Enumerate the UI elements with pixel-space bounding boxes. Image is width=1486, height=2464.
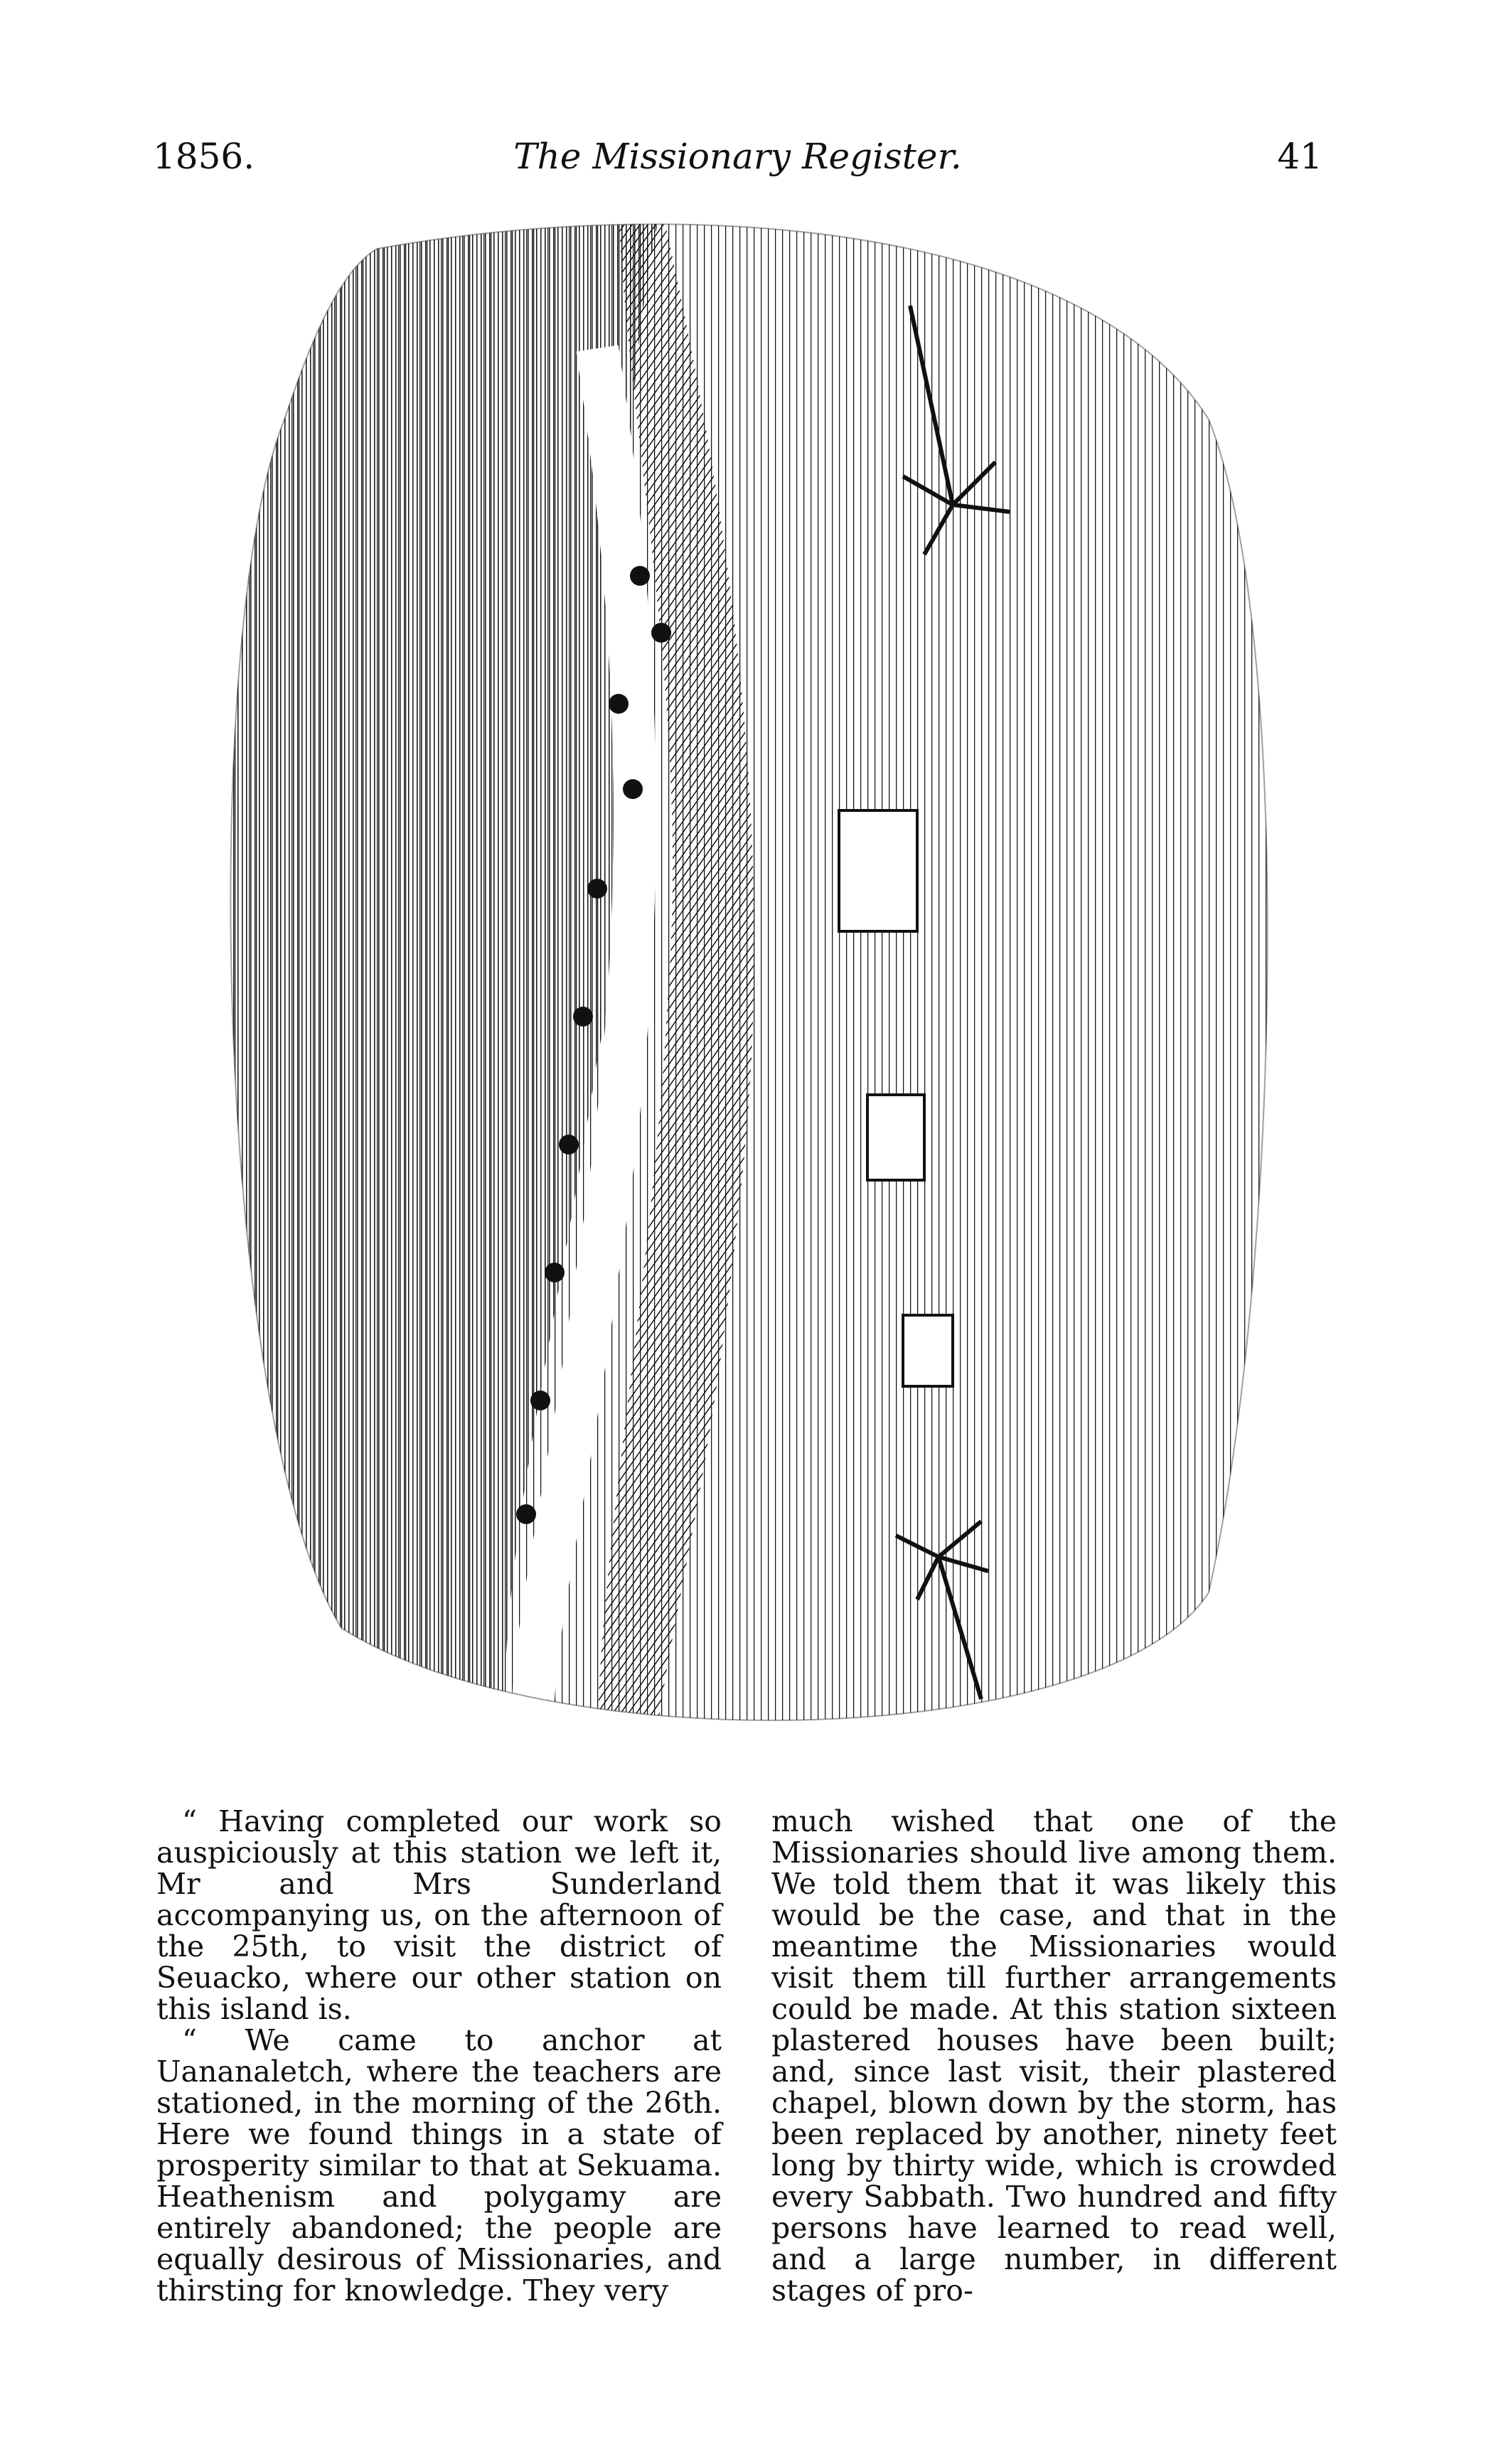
header-year: 1856. xyxy=(153,136,255,177)
engraving-landscape-icon xyxy=(199,206,1280,1756)
left-paragraph-1: “ Having completed our work so auspiciously at this station we left it, Mr and Mrs Sunderland accompanying us, on the afternoon of the 25th, to visit the district of Seuacko, where our other station on this island is. xyxy=(156,1804,722,2026)
right-column xyxy=(771,1806,1337,2306)
left-paragraph-2: “ We came to anchor at Uananaletch, where the teachers are stationed, in the morning of the 26th. Here we found things in a state of prosperity similar to that at Sekuama. Heathenism and polygamy are entirely abandoned; the people are equally desirous of Missionaries, and thirsting for knowledge. They very xyxy=(156,2023,722,2308)
page-number: 41 xyxy=(1277,136,1322,177)
right-paragraph-1: much wished that one of the Missionaries should live among them. We told them that it was likely this would be the case, and that in the meantime the Missionaries would visit them till further arrangements could be made. At this station sixteen plastered houses have been built; and, since last visit, their plastered chapel, blown down by the storm, has been replaced by another, ninety feet long by thirty wide, which is crowded every Sabbath. Two hundred and fifty persons have learned to read well, and a large number, in different stages of pro- xyxy=(771,1804,1337,2308)
header-title: The Missionary Register. xyxy=(513,136,962,177)
running-header xyxy=(153,135,1322,192)
left-column xyxy=(156,1806,722,2306)
